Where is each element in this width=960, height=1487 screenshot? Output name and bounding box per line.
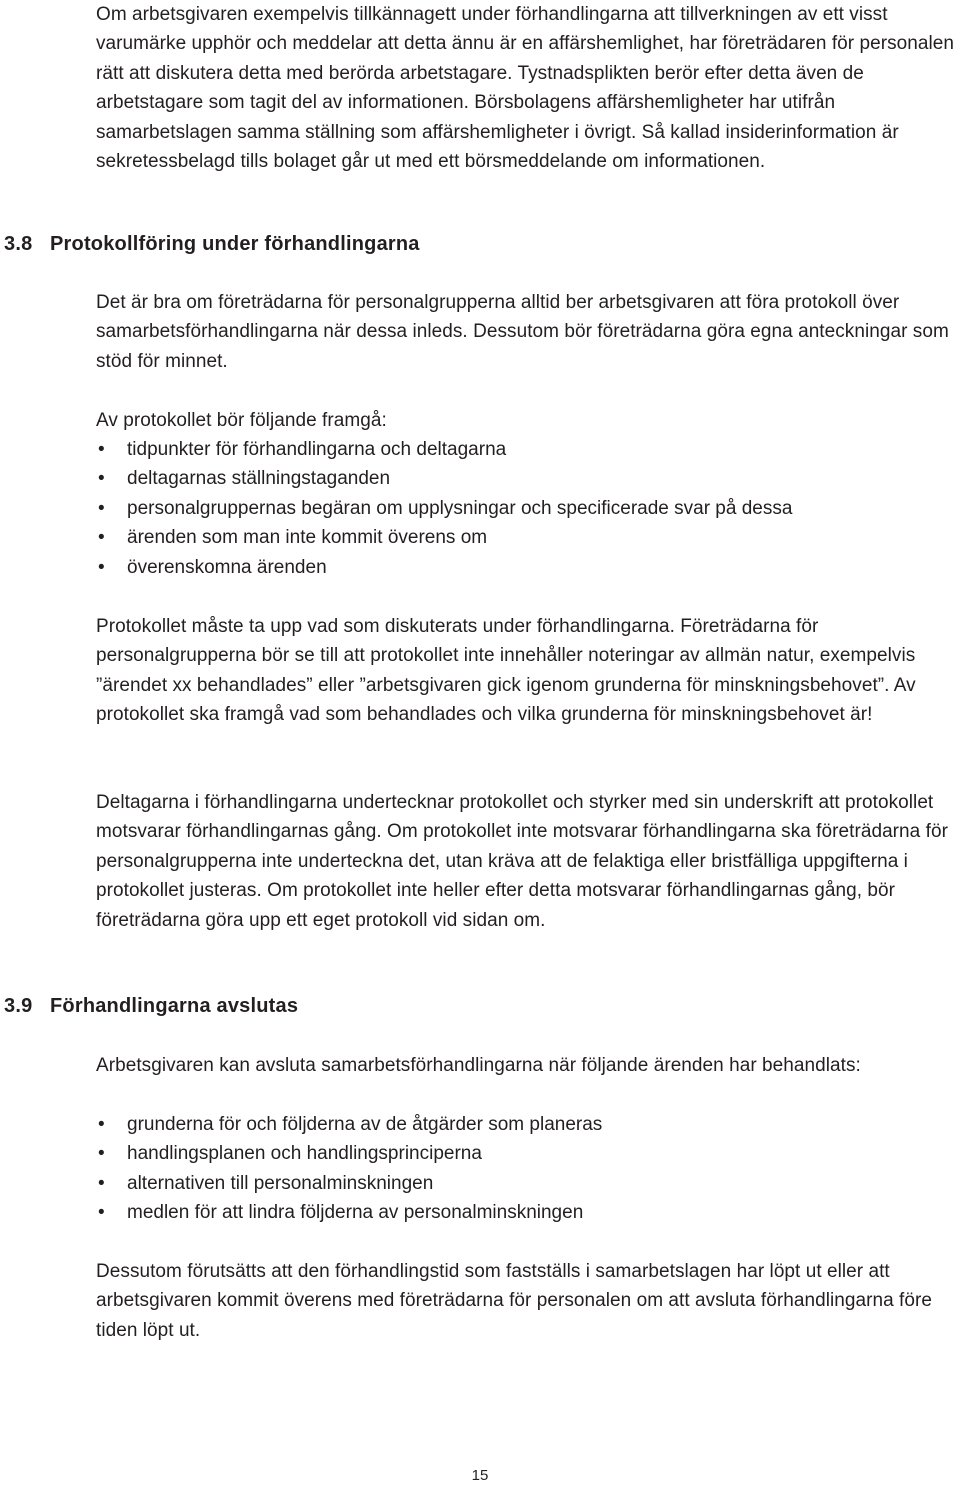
- section-3-8-bullet-list: [96, 435, 954, 582]
- section-3-9-paragraph-1: Arbetsgivaren kan avsluta samarbetsförhandlingarna när följande ärenden har behandlats:: [96, 1055, 861, 1076]
- list-item-text: tidpunkter för förhandlingarna och deltagarna: [127, 439, 507, 460]
- section-3-9-title: Förhandlingarna avslutas: [50, 995, 299, 1017]
- list-item-text: handlingsplanen och handlingsprinciperna: [127, 1143, 482, 1165]
- list-item-text: medlen för att lindra följderna av personalminskningen: [127, 1202, 584, 1224]
- intro-paragraph: Om arbetsgivaren exempelvis tillkännagett under förhandlingarna att tillverkningen av ett visst varumärke upphör och meddelar att detta ännu är en affärshemlighet, har företrädaren för personalen rätt att diskutera detta med berörda arbetstagare. Tystnadsplikten berör efter detta även de arbetstagare som tagit del av informationen. Börsbolagens affärshemligheter har utifrån samarbetslagen samma ställning som affärshemligheter i övrigt. Så kallad insiderinformation är sekretessbelagd tills bolaget går ut med ett börsmeddelande om informationen.: [96, 4, 955, 173]
- list-item-text: ärenden som man inte kommit överens om: [127, 527, 488, 549]
- section-3-9-heading: [4, 992, 298, 1021]
- page-number: 15: [471, 1467, 489, 1484]
- section-3-9-number: 3.9: [4, 995, 33, 1017]
- section-3-8-heading: [4, 230, 420, 259]
- list-item: [96, 464, 954, 493]
- list-item: [96, 523, 954, 552]
- list-item-text: grunderna för och följderna av de åtgärder som planeras: [127, 1114, 603, 1135]
- bullet-icon: •: [98, 1114, 105, 1135]
- bullet-icon: •: [98, 1202, 105, 1224]
- section-3-9-paragraph-2: Dessutom förutsätts att den förhandlingstid som fastställs i samarbetslagen har löpt ut eller att arbetsgivaren kommit överens med företrädarna för personalen om att avsluta förhandlingarna före tiden löpt ut.: [96, 1261, 932, 1341]
- section-3-8-paragraph-3: Deltagarna i förhandlingarna undertecknar protokollet och styrker med sin underskrift att protokollet motsvarar förhandlingarnas gång. Om protokollet inte motsvarar förhandlingarna ska företrädarna för personalgrupperna inte underteckna det, utan kräva att de felaktiga eller bristfälliga uppgifterna i protokollet justeras. Om protokollet inte heller efter detta motsvarar förhandlingarnas gång, bör företrädarna göra upp ett eget protokoll vid sidan om.: [96, 792, 948, 931]
- section-3-9-bullet-list: [96, 1110, 954, 1228]
- bullet-icon: •: [98, 527, 105, 549]
- list-item: [96, 1139, 954, 1168]
- list-item-text: överenskomna ärenden: [127, 556, 327, 578]
- list-item-text: personalgruppernas begäran om upplysningar och specificerade svar på dessa: [127, 497, 793, 519]
- list-item: [96, 553, 954, 582]
- bullet-icon: •: [98, 497, 105, 519]
- list-item: [96, 1169, 954, 1198]
- section-3-8-list-intro: Av protokollet bör följande framgå:: [96, 410, 387, 431]
- list-item: [96, 1110, 954, 1139]
- bullet-icon: •: [98, 468, 105, 490]
- list-item: [96, 494, 954, 523]
- section-3-8-paragraph-1: Det är bra om företrädarna för personalgrupperna alltid ber arbetsgivaren att föra protokoll över samarbetsförhandlingarna när dessa inleds. Dessutom bör företrädarna göra egna anteckningar som stöd för minnet.: [96, 292, 949, 372]
- section-3-8-title: Protokollföring under förhandlingarna: [50, 233, 420, 255]
- list-item: [96, 435, 954, 464]
- bullet-icon: •: [98, 439, 105, 460]
- list-item-text: deltagarnas ställningstaganden: [127, 468, 391, 490]
- list-item-text: alternativen till personalminskningen: [127, 1172, 434, 1194]
- bullet-icon: •: [98, 556, 105, 578]
- bullet-icon: •: [98, 1143, 105, 1165]
- list-item: [96, 1198, 954, 1227]
- section-3-8-number: 3.8: [4, 233, 33, 255]
- section-3-8-paragraph-2: Protokollet måste ta upp vad som diskuterats under förhandlingarna. Företrädarna för personalgrupperna bör se till att protokollet inte innehåller noteringar av allmän natur, exempelvis ”ärendet xx behandlades” eller ”arbetsgivaren gick igenom grunderna för minskningsbehovet”. Av protokollet ska framgå vad som behandlades och vilka grunderna för minskningsbehovet är!: [96, 616, 916, 726]
- bullet-icon: •: [98, 1172, 105, 1194]
